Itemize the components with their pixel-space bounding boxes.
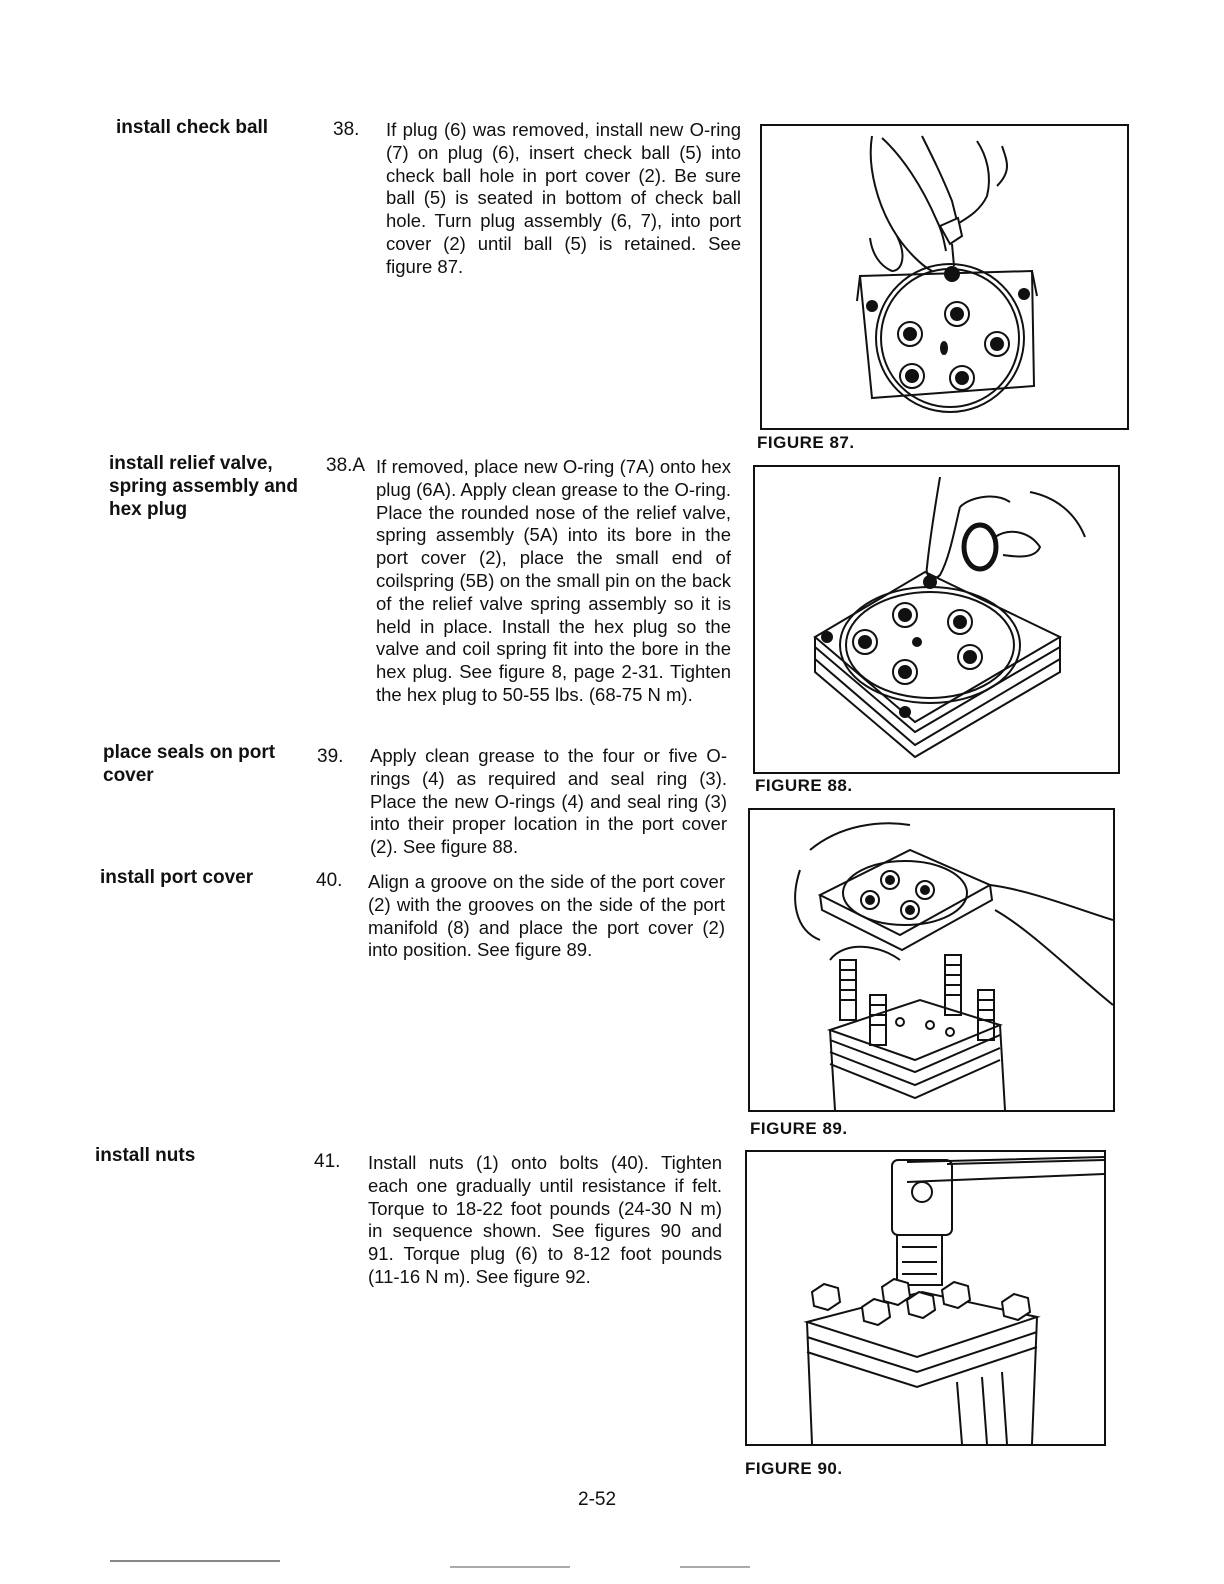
step-41-heading: install nuts bbox=[95, 1145, 196, 1166]
step-39-heading: place seals on port cover bbox=[103, 742, 276, 786]
page-number: 2-52 bbox=[578, 1489, 617, 1510]
step-39-number: 39. bbox=[317, 746, 344, 767]
step-38a-text: If removed, place new O-ring (7A) onto hex plug (6A). Apply clean grease to the O-ring. Place the rounded nose of the relief valve, spring assembly (5A) into its bore in the port cover (2), place the small end of coilspring (5B) on the small pin on the back of the relief valve spring assembly so it is held in place. Install the hex plug so the valve and coil spring fit into the bore in the hex plug. See figure 8, page 2-31. Tighten the hex plug to 50-55 lbs. (68-75 N m). bbox=[376, 456, 731, 705]
wrench-torquing-nuts-illustration bbox=[747, 1152, 1104, 1444]
scan-artifact-line bbox=[110, 1560, 280, 1562]
figure-87-caption: FIGURE 87. bbox=[757, 433, 855, 452]
step-39-text: Apply clean grease to the four or five O-rings (4) as required and seal ring (3). Place the new O-rings (4) and seal ring (3) into their proper location in the port cover (2). See figure 88. bbox=[370, 745, 727, 858]
step-41-text: Install nuts (1) onto bolts (40). Tighten each one gradually until resistance if felt. Torque to 18-22 foot pounds (24-30 N m) in sequence shown. See figures 90 and 91. Torque plug (6) to 8-12 foot pounds (11-16 N m). See figure 92. bbox=[368, 1152, 722, 1287]
figure-89-caption: FIGURE 89. bbox=[750, 1119, 848, 1138]
figure-90-caption: FIGURE 90. bbox=[745, 1459, 843, 1478]
step-38a-number: 38.A bbox=[326, 455, 366, 476]
hand-placing-o-ring-illustration bbox=[755, 467, 1118, 772]
figure-88-illustration bbox=[753, 465, 1120, 774]
step-38a-heading: install relief valve, spring assembly and hex plug bbox=[109, 453, 299, 520]
hand-inserting-plug-illustration bbox=[762, 126, 1127, 428]
step-40-heading: install port cover bbox=[100, 867, 254, 888]
step-38-heading: install check ball bbox=[116, 117, 269, 138]
step-38-text: If plug (6) was removed, install new O-ring (7) on plug (6), insert check ball (5) into check ball hole in port cover (2). Be sure ball (5) is seated in bottom of check ball hole. Turn plug assembly (6, 7), into port cover (2) until ball (5) is retained. See figure 87. bbox=[386, 119, 741, 277]
scan-artifact-line bbox=[450, 1566, 570, 1568]
step-38-number: 38. bbox=[333, 119, 360, 140]
scan-artifact-line bbox=[680, 1566, 750, 1568]
hands-placing-port-cover-illustration bbox=[750, 810, 1113, 1110]
step-41-number: 41. bbox=[314, 1151, 341, 1172]
figure-87-illustration bbox=[760, 124, 1129, 430]
figure-89-illustration bbox=[748, 808, 1115, 1112]
figure-90-illustration bbox=[745, 1150, 1106, 1446]
step-40-text: Align a groove on the side of the port cover (2) with the grooves on the side of the port manifold (8) and place the port cover (2) into position. See figure 89. bbox=[368, 871, 725, 961]
step-40-number: 40. bbox=[316, 870, 343, 891]
figure-88-caption: FIGURE 88. bbox=[755, 776, 853, 795]
